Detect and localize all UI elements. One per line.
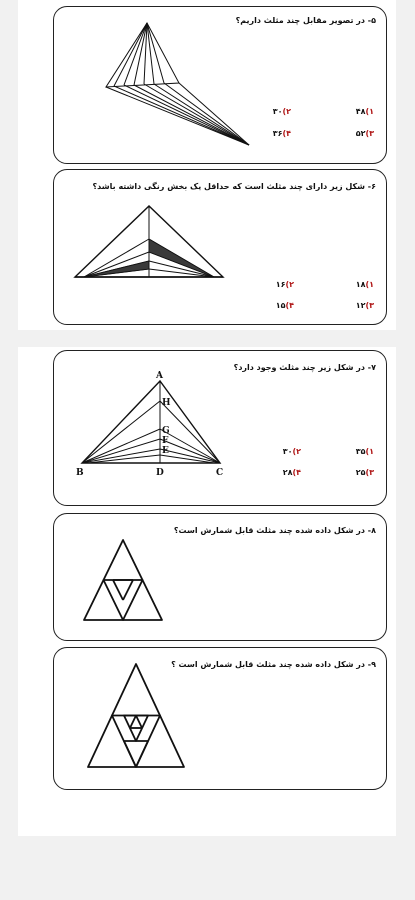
point-label-h: H — [162, 398, 171, 408]
option-number: ۴) — [292, 468, 301, 477]
option-number: ۳) — [365, 301, 374, 310]
question-6-card — [53, 169, 387, 325]
question-6-option-3[interactable] — [356, 301, 374, 310]
point-label-e: E — [162, 446, 169, 456]
question-7-card — [53, 350, 387, 506]
option-number: ۴) — [285, 301, 294, 310]
question-9-text: ۹- در شکل داده شده چند مثلث قابل شمارش است ؟ — [171, 660, 376, 669]
question-8-card — [53, 513, 387, 641]
option-value: ۳۰ — [282, 447, 293, 456]
option-value: ۲۵ — [355, 468, 366, 477]
point-label-f: F — [162, 436, 169, 446]
question-5-option-2[interactable] — [273, 107, 291, 116]
question-5-option-4[interactable] — [273, 129, 291, 138]
question-7-figure — [76, 367, 236, 497]
worksheet-page-1 — [18, 0, 396, 330]
point-label-d: D — [156, 468, 164, 478]
option-value: ۴۸ — [355, 107, 366, 116]
option-value: ۱۶ — [275, 280, 286, 289]
point-label-c: C — [216, 468, 224, 478]
question-5-figure — [104, 21, 254, 151]
question-7-option-3[interactable] — [356, 468, 374, 477]
option-number: ۲) — [292, 447, 301, 456]
question-5-option-1[interactable] — [356, 107, 374, 116]
option-number: ۲) — [285, 280, 294, 289]
question-6-option-4[interactable] — [276, 301, 294, 310]
option-number: ۳) — [365, 129, 374, 138]
option-number: ۱) — [365, 280, 374, 289]
option-number: ۱) — [365, 107, 374, 116]
question-6-text: ۶- شکل زیر دارای چند مثلث است که حداقل یک بخش رنگی داشته باشد؟ — [92, 182, 376, 191]
option-number: ۱) — [365, 447, 374, 456]
option-number: ۴) — [282, 129, 291, 138]
question-7-option-1[interactable] — [356, 447, 374, 456]
option-number: ۲) — [282, 107, 291, 116]
worksheet-page-2 — [18, 347, 396, 836]
option-value: ۵۲ — [355, 129, 366, 138]
point-label-g: G — [162, 426, 170, 436]
question-9-figure — [86, 662, 186, 770]
question-6-option-2[interactable] — [276, 280, 294, 289]
option-value: ۳۰ — [272, 107, 283, 116]
option-number: ۳) — [365, 468, 374, 477]
question-8-text: ۸- در شکل داده شده چند مثلث قابل شمارش است؟ — [173, 526, 376, 535]
question-6-option-1[interactable] — [356, 280, 374, 289]
question-8-figure — [82, 538, 164, 624]
point-label-a: A — [156, 371, 163, 381]
option-value: ۳۶ — [272, 129, 283, 138]
option-value: ۳۵ — [355, 447, 366, 456]
question-6-figure — [74, 204, 224, 280]
question-7-option-4[interactable] — [283, 468, 301, 477]
question-5-text: ۵- در تصویر مقابل چند مثلث داریم؟ — [235, 16, 376, 25]
option-value: ۱۸ — [355, 280, 366, 289]
option-value: ۲۸ — [282, 468, 293, 477]
point-label-b: B — [76, 468, 84, 478]
question-7-text: ۷- در شکل زیر چند مثلث وجود دارد؟ — [233, 363, 376, 372]
question-5-card — [53, 6, 387, 164]
question-5-option-3[interactable] — [356, 129, 374, 138]
question-7-option-2[interactable] — [283, 447, 301, 456]
option-value: ۱۵ — [275, 301, 286, 310]
question-9-card — [53, 647, 387, 790]
option-value: ۱۲ — [355, 301, 366, 310]
